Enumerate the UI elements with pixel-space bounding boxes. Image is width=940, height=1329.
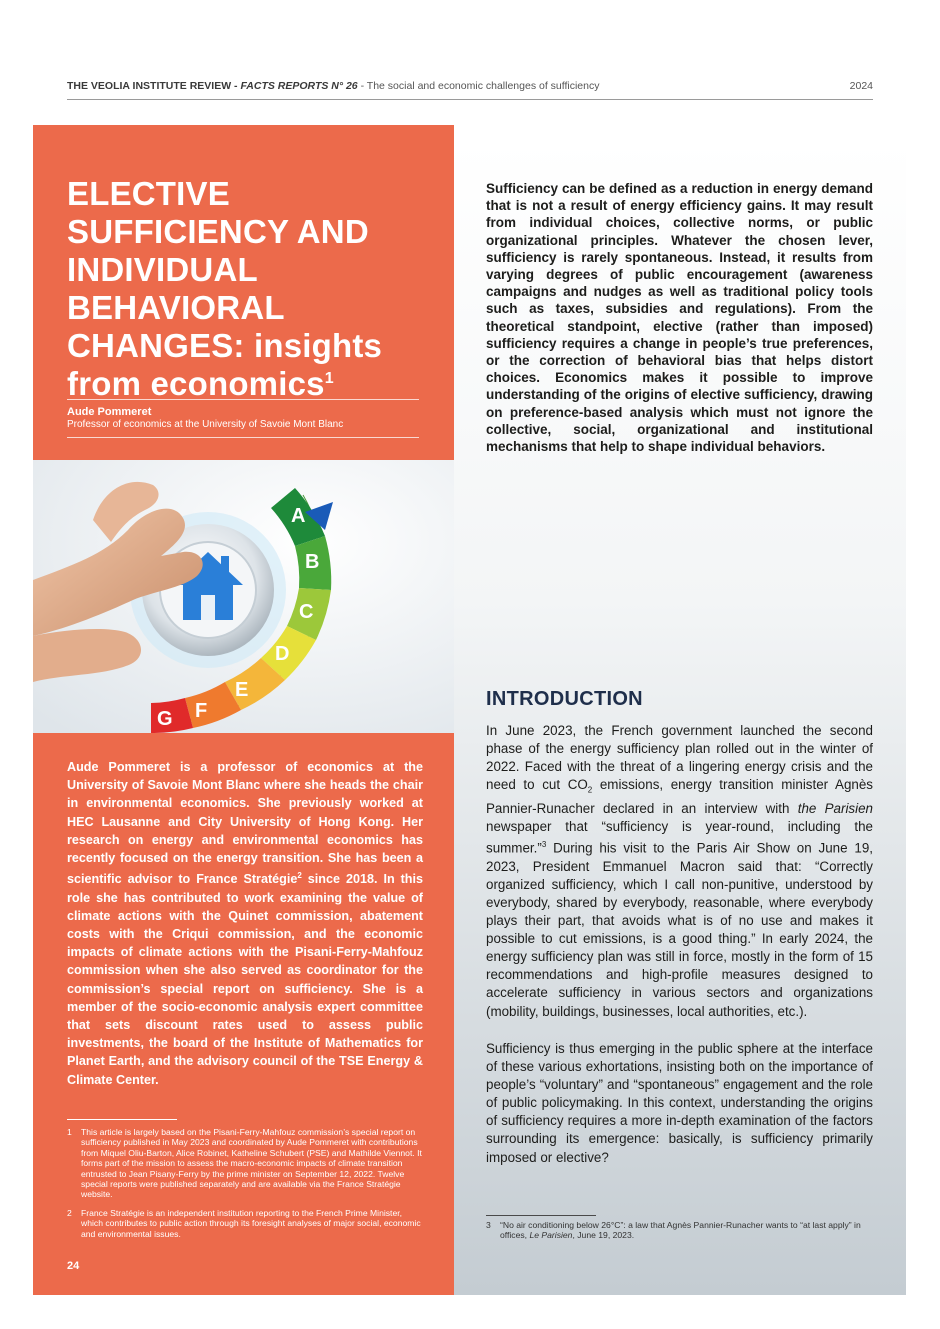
intro-paragraph-1: In June 2023, the French government launched the second phase of the energy sufficiency plan rolled out in the winter of 2022. Faced with the threat of a lingering energy crisis and the need to cut $CO_2$ emissions, energy transition minister Agnès Pannier-Runacher declared in an interview with the Parisien newspaper that “sufficiency is year-round, including the summer.”$^3$ During his visit to the Paris Air Show on June 19, 2023, President Emmanuel Macron said that: “Correctly organized sufficiency, which I call non-punitive, understood by everybody, shared by everybody, reasonable, where everybody plays their part, that avoids what is of no use and makes it possible to cut emissions, is a good thing.” In early 2024, the energy sufficiency plan was still in force, mostly in the form of 15 recommendations and high-profile measures designed to accelerate sufficiency in various sectors and organizations (mobility, buildings, businesses, local authorities, etc.). [486, 723, 873, 1019]
right-column [454, 140, 906, 1295]
running-header [67, 80, 873, 100]
footnotes-left [67, 1127, 423, 1247]
article-title: ELECTIVE SUFFICIENCY AND INDIVIDUAL BEHAVIORAL CHANGES: insights from economics$^1$ [67, 175, 383, 402]
rating-label-b: B [305, 551, 320, 573]
rating-label-e: E [235, 679, 249, 701]
footnote-2: 2 France Stratégie is an independent institution reporting to the French Prime Minister, which contributes to public action through its foresight analyses of major social, economic and environmental issues. [67, 1207, 421, 1239]
rating-label-g: G [157, 708, 173, 730]
intro-paragraph-2: Sufficiency is thus emerging in the public sphere at the interface of these various exhortations, insisting both on the importance of people’s “voluntary” and “spontaneous” engagement and the role of public policymaking. In this context, understanding the origins of sufficiency requires a more in-depth examination of the factors surrounding its emergence: basically, is sufficiency primarily imposed or elective? [486, 1041, 873, 1165]
energy-dial-illustration [33, 460, 454, 733]
author-box [67, 399, 419, 438]
footnote-3: 3 “No air conditioning below 26°C”: a law that Agnès Pannier-Runacher wants to “at last apply” in offices, Le Parisien, June 19, 2023. [486, 1220, 861, 1241]
header-year: 2024 [849, 80, 873, 92]
author-role: Professor of economics at the University of Savoie Mont Blanc [67, 419, 344, 430]
header-publication: THE VEOLIA INSTITUTE REVIEW - FACTS REPORTS N° 26 - The social and economic challenges of sufficiency [67, 80, 600, 92]
section-heading-introduction: INTRODUCTION [486, 688, 643, 710]
author-name: Aude Pommeret [67, 406, 152, 418]
footnote-divider-right [486, 1215, 596, 1216]
rating-label-d: D [275, 643, 290, 665]
abstract: Sufficiency can be defined as a reduction in energy demand that is not a result of energy efficiency gains. It may result from individual choices, collective norms, or public organizational principles. Whatever the chosen lever, sufficiency is rarely spontaneous. Instead, it results from varying degrees of public encouragement (awareness campaigns and nudges as well as traditional policy tools such as taxes, subsidies and regulations). From the theoretical standpoint, elective (rather than imposed) sufficiency requires a change in people’s true preferences, or the correction of behavioral bias that helps distort choices. Economics makes it possible to improve understanding of the origins of elective sufficiency, drawing on preference-based analysis which must not ignore the collective, social, organizational and institutional mechanisms that help to shape individual behaviors. [486, 181, 873, 455]
energy-dial-photo [33, 460, 454, 733]
rating-label-c: C [299, 601, 314, 623]
rating-label-a: A [291, 505, 306, 527]
page-number: 24 [67, 1260, 80, 1272]
footnote-1: 1 This article is largely based on the Pisani-Ferry-Mahfouz commission’s special report on sufficiency published in May 2023 and coordinated by Aude Pommeret with contributions from Miquel Oliu-Barton, Alice Robinet, Katheline Schubert (PSE) and Mathilde Viennot. It forms part of the mission to assess the macro-economic impacts of climate transition entrusted to Jean Pisany-Ferry by the prime minister on September 12, 2022. Twelve special reports were published separately and are available via the France Stratégie website. [67, 1127, 422, 1200]
author-bio: Aude Pommeret is a professor of economics at the University of Savoie Mont Blanc where she heads the chair in environmental economics. She previously worked at HEC Lausanne and City University of Hong Kong. Her research on energy and environmental economics has recently focused on the energy transition. She has been a scientific advisor to France Stratégie$^2$ since 2018. In this role she has contributed to work examining the value of climate actions with the Quinet commission, abatement costs with the Criqui commission, and the economic impacts of climate actions with the Pisani-Ferry-Mahfouz commission when she also served as coordinator for the commission’s special report on sufficiency. She is a member of the socio-economic analysis expert committee that sets discount rates used to assess public investments, the board of the Institute of Mathematics for Planet Earth, and the advisory council of the TSE Energy & Climate Center. [67, 760, 423, 1087]
footnote-divider [67, 1119, 177, 1120]
rating-label-f: F [195, 700, 208, 722]
left-column [33, 125, 454, 1295]
